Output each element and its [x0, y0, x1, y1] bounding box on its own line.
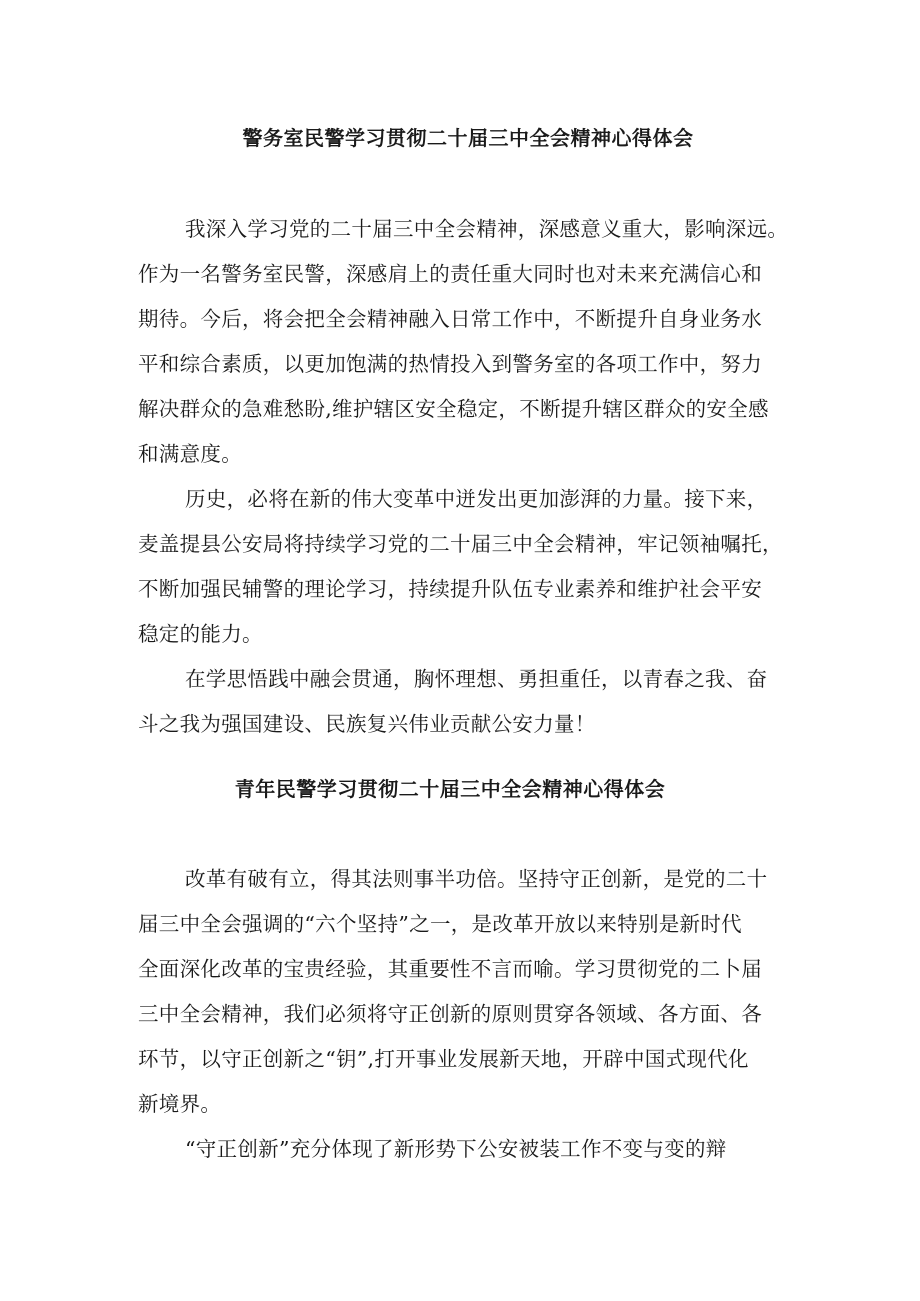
- paragraph-line: 全面深化改革的宝贵经验，其重要性不言而喻。学习贯彻党的二卜届: [138, 957, 762, 981]
- paragraph-line: “守正创新”充分体现了新形势下公安被装工作不变与变的辩: [185, 1137, 727, 1161]
- paragraph-line: 改革有破有立，得其法则事半功倍。坚持守正创新，是党的二十: [185, 867, 768, 891]
- paragraph-line: 新境界。: [138, 1092, 222, 1116]
- section-title-2: 青年民警学习贯彻二十届三中全会精神心得体会: [234, 777, 666, 801]
- section-title-1: 警务室民警学习贯彻二十届三中全会精神心得体会: [242, 126, 694, 150]
- paragraph-line: 麦盖提县公安局将持续学习党的二十届三中全会精神，牢记领袖嘱托，: [138, 532, 783, 556]
- paragraph-line: 平和综合素质，以更加饱满的热情投入到警务室的各项工作中，努力: [138, 352, 762, 376]
- paragraph-line: 和满意度。: [138, 442, 242, 466]
- paragraph-line: 不断加强民辅警的理论学习，持续提升队伍专业素养和维护社会平安: [138, 577, 762, 601]
- paragraph-line: 我深入学习党的二十届三中全会精神，深感意义重大，影响深远。: [185, 217, 789, 241]
- paragraph-line: 稳定的能力。: [138, 622, 263, 646]
- paragraph-line: 斗之我为强国建设、民族复兴伟业贡献公安力量！: [138, 712, 596, 736]
- paragraph-line: 期待。今后，将会把全会精神融入日常工作中，不断提升自身业务水: [138, 307, 762, 331]
- paragraph-line: 解决群众的急难愁盼,维护辖区安全稳定，不断提升辖区群众的安全感: [138, 397, 769, 421]
- paragraph-line: 在学思悟践中融会贯通，胸怀理想、勇担重任，以青春之我、奋: [185, 667, 768, 691]
- paragraph-line: 历史，必将在新的伟大变革中迸发出更加澎湃的力量。接下来，: [185, 487, 768, 511]
- paragraph-line: 届三中全会强调的“六个坚持”之一，是改革开放以来特别是新时代: [138, 912, 742, 936]
- paragraph-line: 作为一名警务室民警，深感肩上的责任重大同时也对未来充满信心和: [138, 262, 762, 286]
- paragraph-line: 环节，以守正创新之“钥”,打开事业发展新天地，开辟中国式现代化: [138, 1047, 749, 1071]
- paragraph-line: 三中全会精神，我们必须将守正创新的原则贯穿各领域、各方面、各: [138, 1002, 762, 1026]
